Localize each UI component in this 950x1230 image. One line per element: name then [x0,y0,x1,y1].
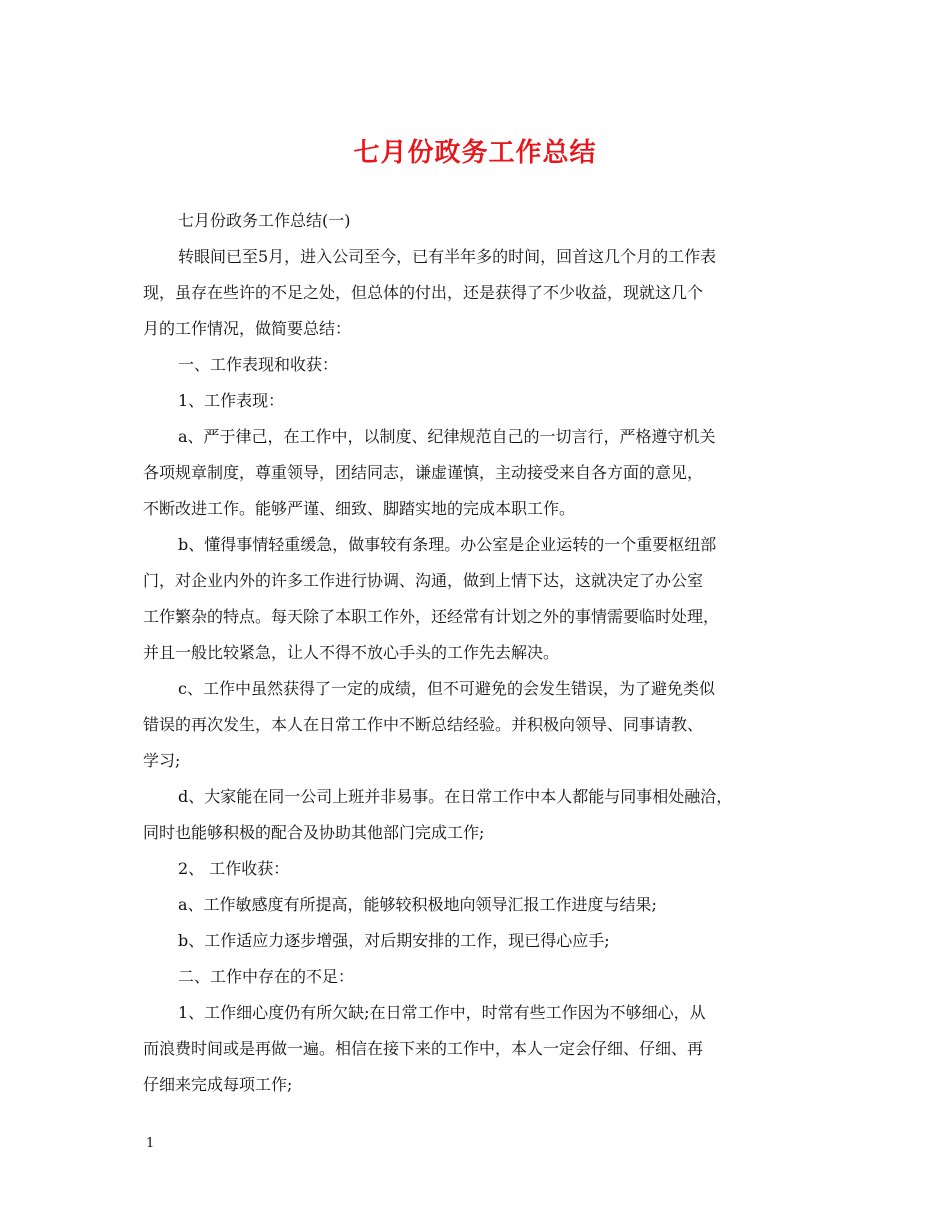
body-line: d、大家能在同一公司上班并非易事。在日常工作中本人都能与同事相处融洽， [178,787,733,806]
body-line: 学习; [143,751,181,770]
body-line: 仔细来完成每项工作; [143,1075,293,1094]
body-line: 各项规章制度，尊重领导，团结同志，谦虚谨慎，主动接受来自各方面的意见， [143,463,704,482]
body-line: 工作繁杂的特点。每天除了本职工作外，还经常有计划之外的事情需要临时处理， [143,607,720,626]
body-line: 转眼间已至5月，进入公司至今，已有半年多的时间，回首这几个月的工作表 [178,247,717,266]
body-line: a、严于律己，在工作中，以制度、纪律规范自己的一切言行，严格遵守机关 [178,427,716,446]
document-title: 七月份政务工作总结 [353,138,597,168]
body-line: 2、 工作收获： [178,859,290,878]
body-line: 不断改进工作。能够严谨、细致、脚踏实地的完成本职工作。 [143,499,576,518]
body-line: c、工作中虽然获得了一定的成绩，但不可避免的会发生错误，为了避免类似 [178,679,715,698]
body-line: a、工作敏感度有所提高，能够较积极地向领导汇报工作进度与结果; [178,895,657,914]
body-line: 一、工作表现和收获： [178,355,339,374]
body-line: 现，虽存在些许的不足之处，但总体的付出，还是获得了不少收益，现就这几个 [143,283,704,302]
body-line: 并且一般比较紧急，让人不得不放心手头的工作先去解决。 [143,643,560,662]
body-line: 月的工作情况，做简要总结： [143,319,352,338]
body-line: 二、工作中存在的不足： [178,967,355,986]
body-line: 而浪费时间或是再做一遍。相信在接下来的工作中，本人一定会仔细、仔细、再 [143,1039,704,1058]
body-line: b、工作适应力逐步增强，对后期安排的工作，现已得心应手; [178,931,610,950]
body-line: 错误的再次发生，本人在日常工作中不断总结经验。并积极向领导、同事请教、 [143,715,704,734]
body-line: b、懂得事情轻重缓急，做事较有条理。办公室是企业运转的一个重要枢纽部 [178,535,717,554]
body-line: 七月份政务工作总结(一) [178,211,351,230]
body-line: 门，对企业内外的许多工作进行协调、沟通，做到上情下达，这就决定了办公室 [143,571,704,590]
body-line: 1、工作细心度仍有所欠缺;在日常工作中，时常有些工作因为不够细心，从 [178,1003,706,1022]
document-body [143,203,818,1103]
body-line: 1、工作表现： [178,391,285,410]
body-line: 同时也能够积极的配合及协助其他部门完成工作; [143,823,485,842]
page-number: 1 [146,1136,155,1151]
